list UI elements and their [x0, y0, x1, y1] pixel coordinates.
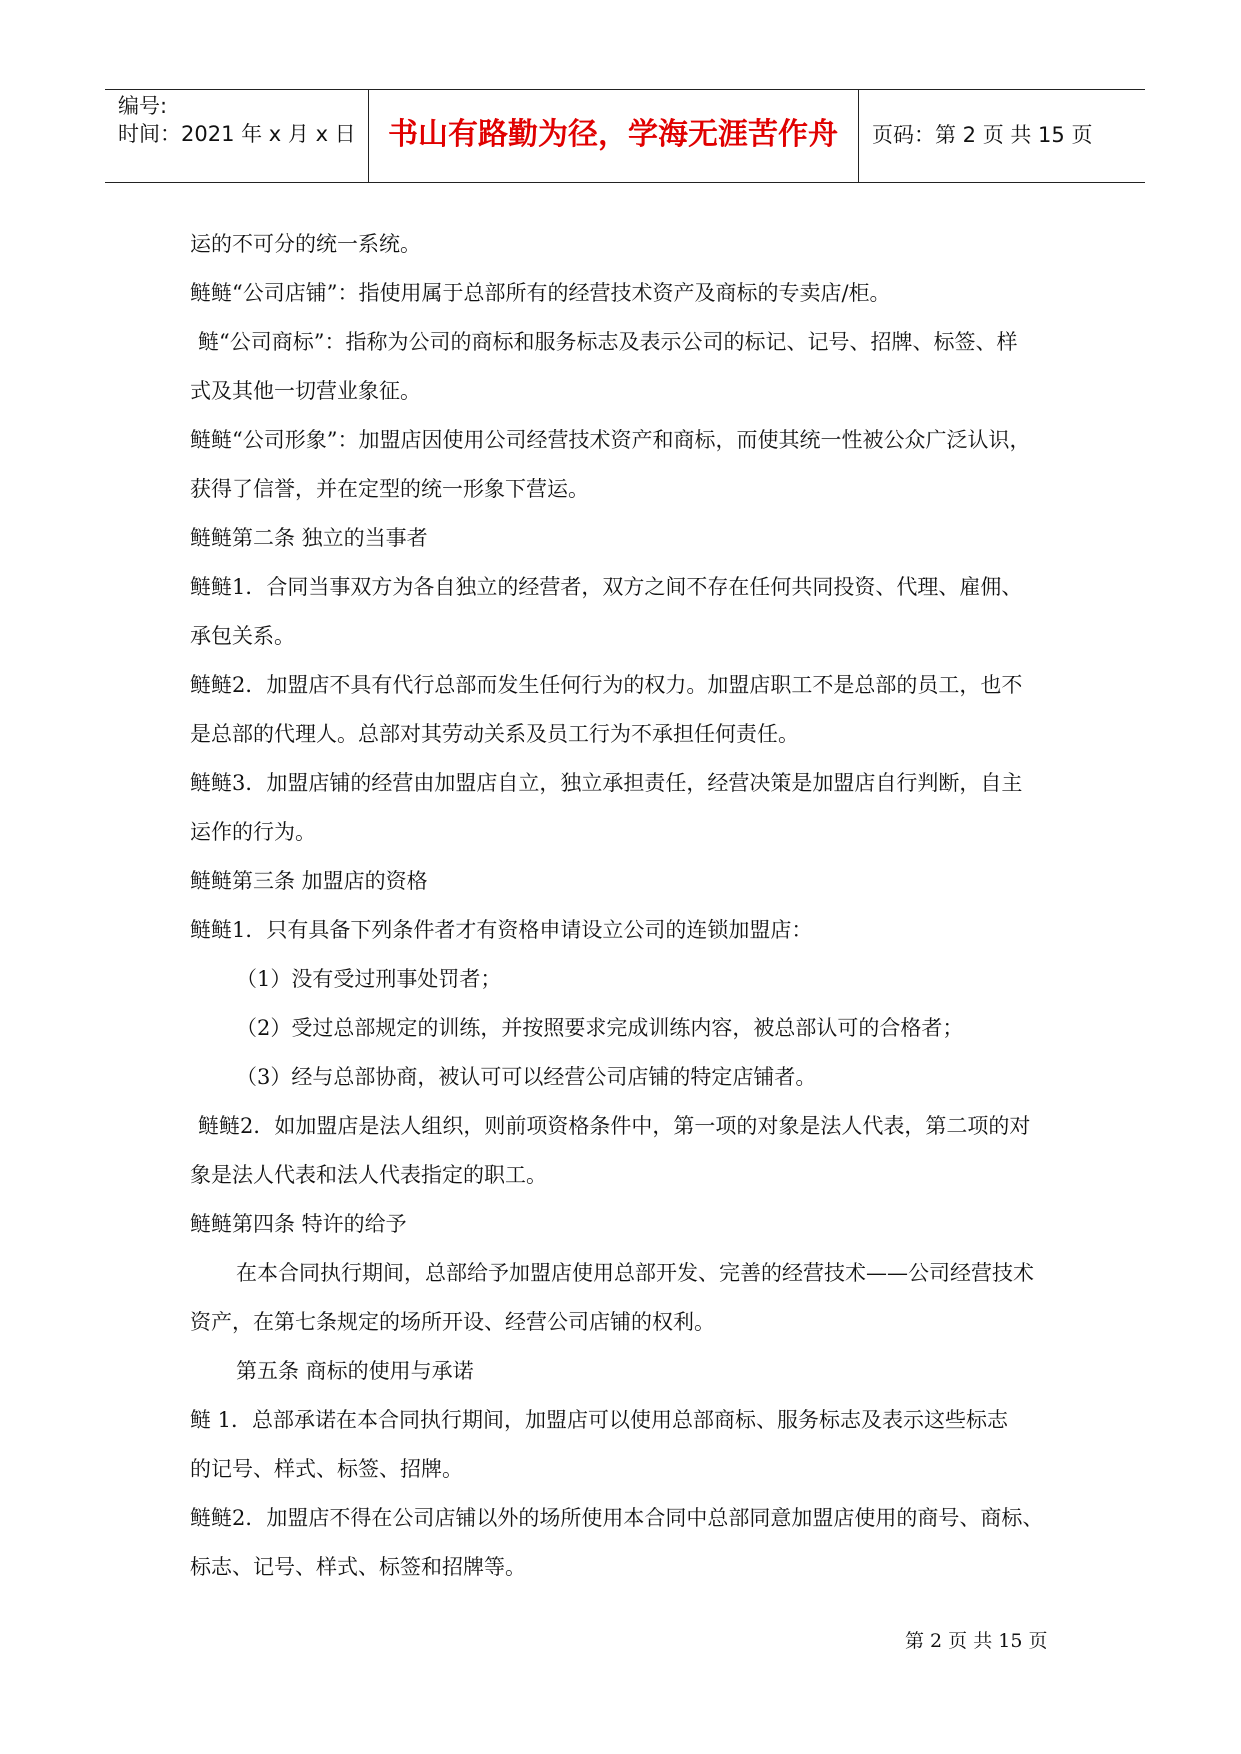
body-line: 鲢鲢1．合同当事双方为各自独立的经营者，双方之间不存在任何共同投资、代理、雇佣、	[190, 575, 1023, 599]
body-line: 是总部的代理人。总部对其劳动关系及员工行为不承担任何责任。	[190, 722, 799, 746]
header-meta	[118, 92, 368, 148]
body-line: 鲢鲢1．只有具备下列条件者才有资格申请设立公司的连锁加盟店：	[190, 918, 813, 942]
section-heading: 鲢鲢第二条 独立的当事者	[190, 526, 428, 550]
body-line: 运作的行为。	[190, 820, 316, 844]
body-line: 鲢鲢2．如加盟店是法人组织，则前项资格条件中，第一项的对象是法人代表，第二项的对	[198, 1114, 1031, 1138]
header-motto: 书山有路勤为径，学海无涯苦作舟	[388, 117, 838, 152]
header-divider-right	[858, 89, 859, 183]
section-heading: 第五条 商标的使用与承诺	[236, 1359, 474, 1383]
body-line: 鲢“公司商标”：指称为公司的商标和服务标志及表示公司的标记、记号、招牌、标签、样	[198, 330, 1018, 354]
body-line: 鲢 1．总部承诺在本合同执行期间，加盟店可以使用总部商标、服务标志及表示这些标志	[190, 1408, 1009, 1432]
body-line: 承包关系。	[190, 624, 295, 648]
body-line: 鲢鲢2．加盟店不得在公司店铺以外的场所使用本合同中总部同意加盟店使用的商号、商标、	[190, 1506, 1044, 1530]
header-bottom-rule	[105, 182, 1145, 183]
body-line: 运的不可分的统一系统。	[190, 232, 421, 256]
section-heading: 鲢鲢第四条 特许的给予	[190, 1212, 407, 1236]
body-line: 式及其他一切营业象征。	[190, 379, 421, 403]
body-line: 鲢鲢“公司形象”：加盟店因使用公司经营技术资产和商标，而使其统一性被公众广泛认识，	[190, 428, 1031, 452]
document-body	[190, 220, 1070, 1592]
list-item: （3）经与总部协商，被认可可以经营公司店铺的特定店铺者。	[236, 1065, 817, 1089]
body-line: 标志、记号、样式、标签和招牌等。	[190, 1555, 526, 1579]
body-line: 获得了信誉，并在定型的统一形象下营运。	[190, 477, 589, 501]
list-item: （2）受过总部规定的训练，并按照要求完成训练内容，被总部认可的合格者；	[236, 1016, 964, 1040]
header-page-number: 页码：第 2 页 共 15 页	[872, 123, 1093, 147]
body-line: 资产，在第七条规定的场所开设、经营公司店铺的权利。	[190, 1310, 715, 1334]
header-divider-left	[368, 89, 369, 183]
body-line: 鲢鲢2．加盟店不具有代行总部而发生任何行为的权力。加盟店职工不是总部的员工，也不	[190, 673, 1023, 697]
list-item: （1）没有受过刑事处罚者；	[236, 967, 502, 991]
header-top-rule	[105, 89, 1145, 90]
body-line: 鲢鲢3．加盟店铺的经营由加盟店自立，独立承担责任，经营决策是加盟店自行判断，自主	[190, 771, 1023, 795]
body-line: 象是法人代表和法人代表指定的职工。	[190, 1163, 547, 1187]
document-number-label: 编号:	[118, 94, 168, 118]
body-line: 鲢鲢“公司店铺”：指使用属于总部所有的经营技术资产及商标的专卖店/柜。	[190, 281, 891, 305]
document-time-label: 时间：2021 年 x 月 x 日	[118, 122, 356, 146]
body-line: 的记号、样式、标签、招牌。	[190, 1457, 463, 1481]
section-heading: 鲢鲢第三条 加盟店的资格	[190, 869, 428, 893]
page-footer: 第 2 页 共 15 页	[905, 1630, 1048, 1652]
body-line: 在本合同执行期间，总部给予加盟店使用总部开发、完善的经营技术——公司经营技术	[236, 1261, 1034, 1285]
